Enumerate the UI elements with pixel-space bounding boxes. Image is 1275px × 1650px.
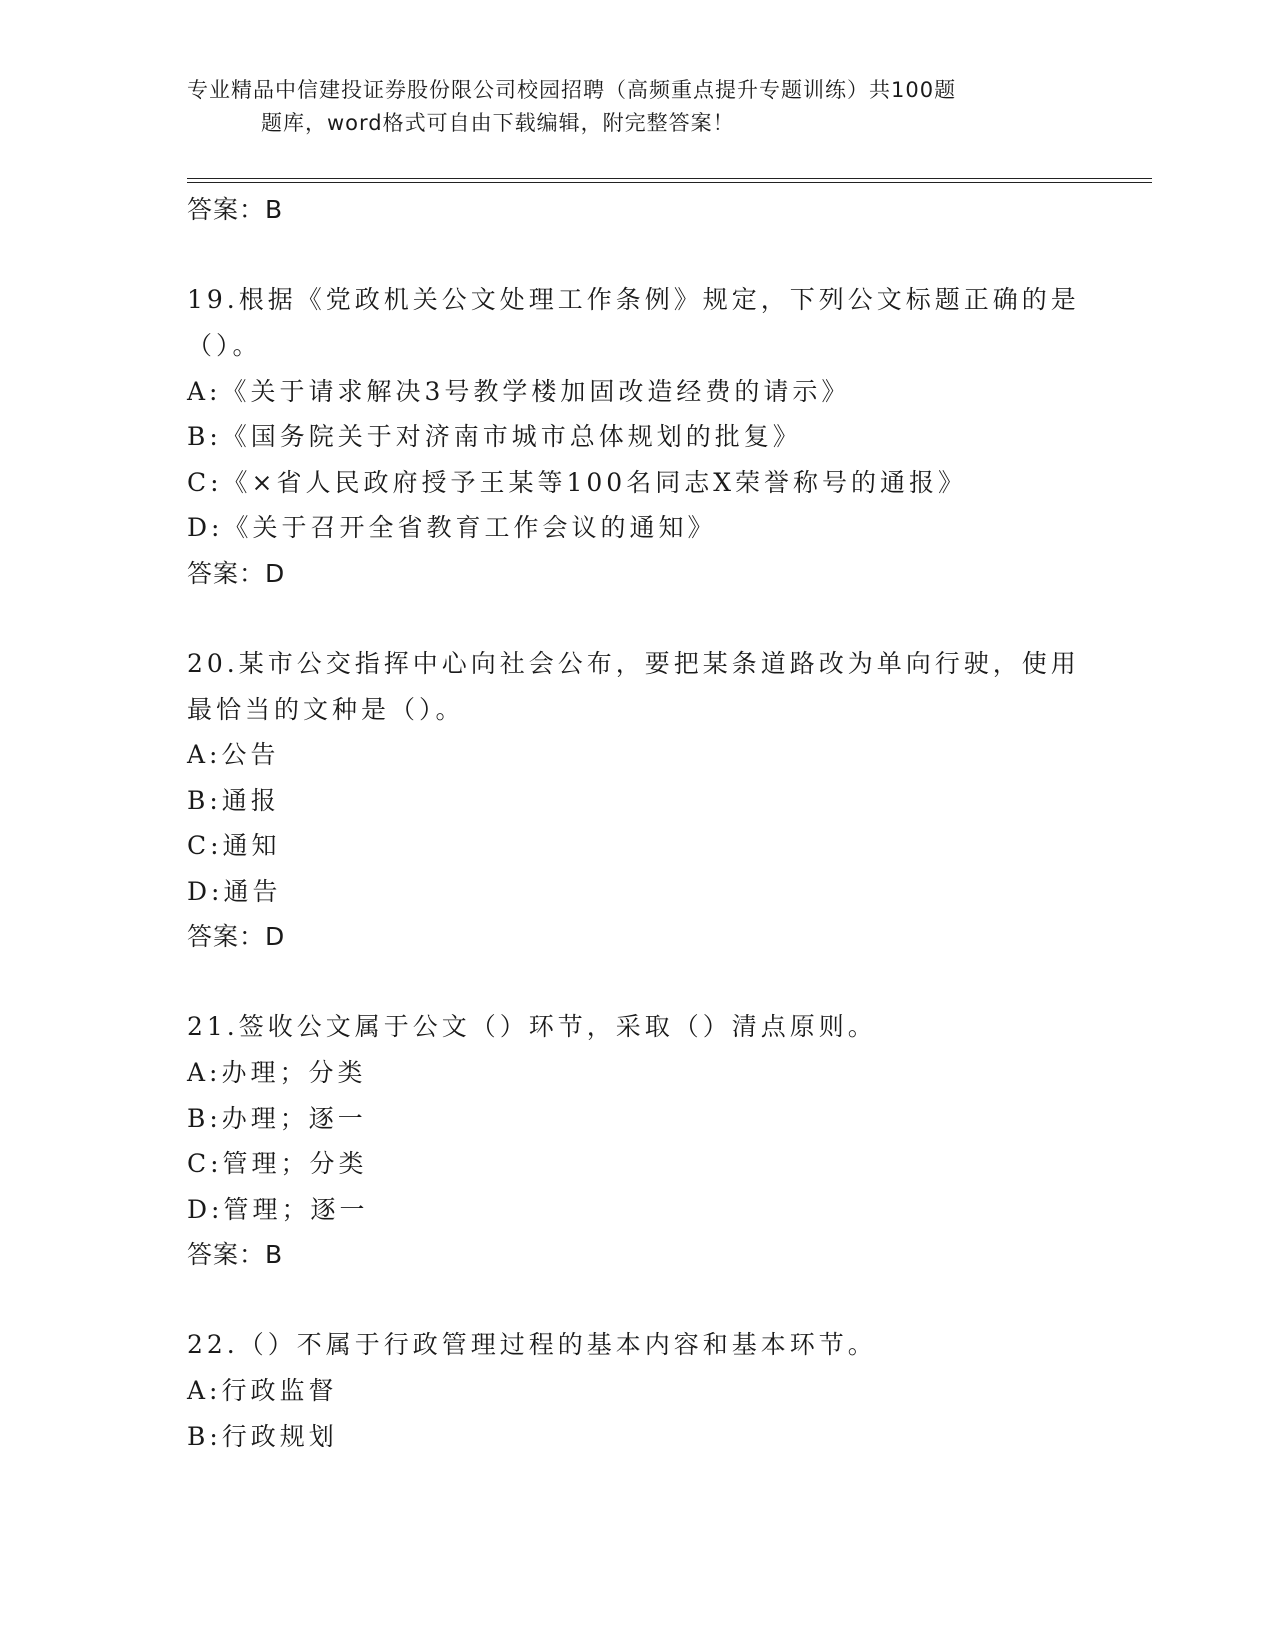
question-19-option-a: A:《关于请求解决3号教学楼加固改造经费的请示》: [187, 376, 851, 406]
question-20-answer: 答案：D: [187, 922, 286, 951]
question-20-option-b: B:通报: [187, 785, 280, 815]
question-21-text: 21.签收公文属于公文（）环节，采取（）清点原则。: [187, 1012, 877, 1041]
answer-line: 答案：B: [187, 195, 284, 224]
question-19-text-cont: （）。: [187, 331, 262, 360]
header-title-line-1: 专业精品中信建投证券股份限公司校园招聘（高频重点提升专题训练）共100题: [187, 78, 957, 102]
question-19-text: 19.根据《党政机关公文处理工作条例》规定，下列公文标题正确的是: [187, 285, 1080, 314]
question-20-option-d: D:通告: [187, 876, 282, 906]
question-22-option-b: B:行政规划: [187, 1421, 338, 1451]
question-21-option-b: B:办理；逐一: [187, 1103, 367, 1133]
question-22-option-a: A:行政监督: [187, 1376, 338, 1405]
header-divider-bottom: [187, 182, 1152, 183]
question-21-option-d: D:管理；逐一: [187, 1194, 369, 1224]
question-19-option-c: C:《×省人民政府授予王某等100名同志X荣誉称号的通报》: [187, 467, 968, 497]
spacer: [187, 960, 1087, 1004]
question-21-option-c: C:管理；分类: [187, 1149, 368, 1178]
spacer: [187, 233, 1087, 277]
spacer: [187, 597, 1087, 641]
header-divider-top: [187, 178, 1152, 179]
question-19-option-d: D:《关于召开全省教育工作会议的通知》: [187, 513, 717, 542]
header-title-line-2: 题库，word格式可自由下载编辑，附完整答案！: [261, 111, 735, 135]
question-19-option-b: B:《国务院关于对济南市城市总体规划的批复》: [187, 422, 802, 451]
document-header: [187, 74, 1087, 140]
spacer: [187, 1278, 1087, 1322]
question-20-text: 20.某市公交指挥中心向社会公布，要把某条道路改为单向行驶，使用: [187, 648, 1080, 678]
question-20-option-a: A:公告: [187, 740, 280, 769]
question-19-answer: 答案：D: [187, 558, 286, 588]
question-22-text: 22.（）不属于行政管理过程的基本内容和基本环节。: [187, 1330, 877, 1359]
question-list: [187, 187, 1087, 1459]
question-21-answer: 答案：B: [187, 1240, 284, 1269]
question-20-text-cont: 最恰当的文种是（）。: [187, 694, 465, 724]
question-21-option-a: A:办理；分类: [187, 1058, 367, 1087]
question-20-option-c: C:通知: [187, 831, 281, 860]
